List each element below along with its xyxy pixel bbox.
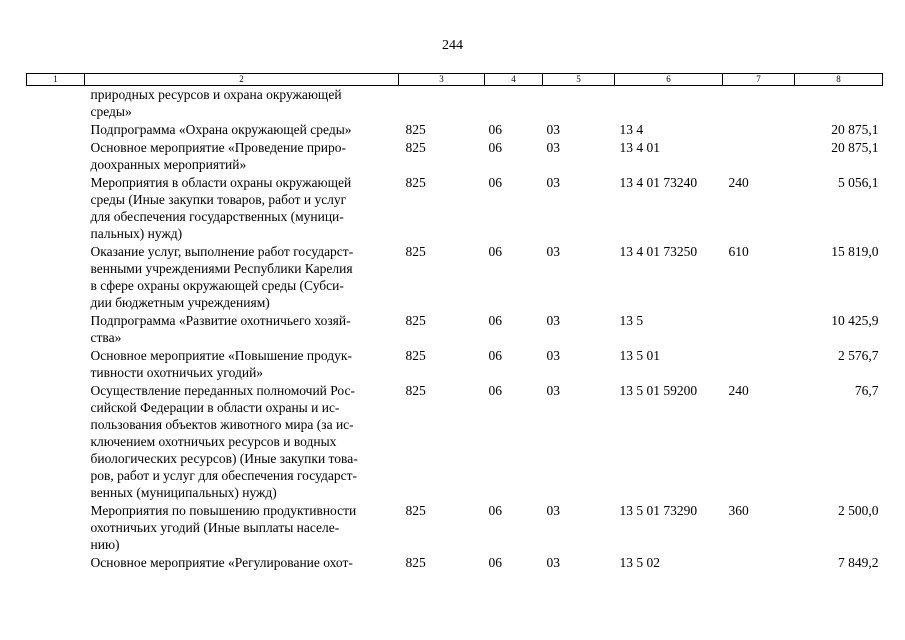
ministry-code: 825 [405, 503, 426, 518]
row-spacer [27, 347, 85, 382]
section-code: 06 [488, 175, 502, 190]
item-name: Мероприятия в области охраны окружающей среды (Иные закупки товаров, работ и услуг для обеспечения государственных (муници- пальных) нужд) [90, 175, 352, 241]
section-code: 06 [488, 122, 502, 137]
column-number-8: 8 [795, 74, 883, 86]
row-spacer [27, 502, 85, 554]
target-article-code: 13 5 01 [619, 348, 660, 363]
row-spacer [27, 554, 85, 572]
section-code: 06 [488, 503, 502, 518]
column-number-row [27, 74, 883, 86]
column-number-5: 5 [543, 74, 615, 86]
section-code: 06 [488, 244, 502, 259]
row-spacer [27, 382, 85, 502]
subsection-code: 03 [546, 348, 560, 363]
section-code: 06 [488, 348, 502, 363]
ministry-code: 825 [405, 122, 426, 137]
column-number-1: 1 [27, 74, 85, 86]
row-spacer [27, 139, 85, 174]
expense-type-code [723, 347, 795, 382]
subsection-code: 03 [546, 140, 560, 155]
section-code: 06 [488, 140, 502, 155]
subsection-code: 03 [546, 175, 560, 190]
target-article-code: 13 5 [619, 313, 644, 328]
row-spacer [27, 174, 85, 243]
amount: 20 875,1 [831, 140, 879, 155]
target-article-code: 13 4 01 73240 [619, 175, 698, 190]
item-name: природных ресурсов и охрана окружающей среды» [90, 87, 342, 119]
item-name: Осуществление переданных полномочий Рос- сийской Федерации в области охраны и ис- пользования объектов животного мира (за ис- ключением охотничьих ресурсов и водных биологических ресурсов) (Иные закупки това- ров, работ и услуг для обеспечения государст- венных (муниципальных) нужд) [90, 383, 358, 500]
target-article-code: 13 4 01 [619, 140, 660, 155]
item-name: Мероприятия по повышению продуктивности охотничьих угодий (Иные выплаты населе- нию) [90, 503, 357, 552]
ministry-code: 825 [405, 383, 426, 398]
table-row [27, 86, 883, 122]
subsection-code: 03 [546, 122, 560, 137]
subsection-code: 03 [546, 503, 560, 518]
amount: 10 425,9 [831, 313, 879, 328]
expense-type-code: 360 [728, 503, 749, 518]
column-number-3: 3 [399, 74, 485, 86]
column-number-4: 4 [485, 74, 543, 86]
target-article-code: 13 4 [619, 122, 644, 137]
subsection-code: 03 [546, 383, 560, 398]
amount [795, 86, 883, 122]
ministry-code: 825 [405, 555, 426, 570]
table-row [27, 243, 883, 312]
item-name: Основное мероприятие «Регулирование охот- [90, 555, 353, 570]
table-row [27, 312, 883, 347]
item-name: Основное мероприятие «Проведение приро- доохранных мероприятий» [90, 140, 347, 172]
expense-type-code: 240 [728, 175, 749, 190]
table-row [27, 347, 883, 382]
row-spacer [27, 86, 85, 122]
target-article-code: 13 4 01 73250 [619, 244, 698, 259]
amount: 7 849,2 [838, 555, 879, 570]
item-name: Оказание услуг, выполнение работ государст- венными учреждениями Республики Карелия в сфере охраны окружающей среды (Субси- дии бюджетным учреждениям) [90, 244, 354, 310]
subsection-code: 03 [546, 244, 560, 259]
column-number-2: 2 [85, 74, 399, 86]
row-spacer [27, 121, 85, 139]
table-row [27, 139, 883, 174]
ministry-code: 825 [405, 313, 426, 328]
item-name: Подпрограмма «Охрана окружающей среды» [90, 122, 352, 137]
section-code: 06 [488, 313, 502, 328]
section-code: 06 [488, 555, 502, 570]
amount: 76,7 [854, 383, 879, 398]
amount: 15 819,0 [831, 244, 879, 259]
expense-type-code [723, 121, 795, 139]
table-body [27, 86, 883, 573]
subsection-code: 03 [546, 313, 560, 328]
item-name: Подпрограмма «Развитие охотничьего хозяй- ства» [90, 313, 351, 345]
ministry-code: 825 [405, 244, 426, 259]
expense-type-code [723, 312, 795, 347]
ministry-code: 825 [405, 140, 426, 155]
target-article-code: 13 5 01 59200 [619, 383, 698, 398]
table-row [27, 382, 883, 502]
expense-type-code: 610 [728, 244, 749, 259]
ministry-code: 825 [405, 175, 426, 190]
table-row [27, 121, 883, 139]
target-article-code: 13 5 01 73290 [619, 503, 698, 518]
subsection-code: 03 [546, 555, 560, 570]
column-number-7: 7 [723, 74, 795, 86]
table-row [27, 554, 883, 572]
target-article-code [615, 86, 723, 122]
section-code [485, 86, 543, 122]
budget-table [26, 73, 883, 572]
row-spacer [27, 312, 85, 347]
row-spacer [27, 243, 85, 312]
ministry-code [399, 86, 485, 122]
amount: 2 500,0 [838, 503, 879, 518]
expense-type-code [723, 139, 795, 174]
column-number-6: 6 [615, 74, 723, 86]
page-number: 244 [442, 38, 463, 53]
item-name: Основное мероприятие «Повышение продук- тивности охотничьих угодий» [90, 348, 352, 380]
subsection-code [543, 86, 615, 122]
target-article-code: 13 5 02 [619, 555, 660, 570]
table-row [27, 174, 883, 243]
ministry-code: 825 [405, 348, 426, 363]
amount: 5 056,1 [838, 175, 879, 190]
section-code: 06 [488, 383, 502, 398]
expense-type-code [723, 86, 795, 122]
expense-type-code [723, 554, 795, 572]
expense-type-code: 240 [728, 383, 749, 398]
amount: 20 875,1 [831, 122, 879, 137]
table-row [27, 502, 883, 554]
amount: 2 576,7 [838, 348, 879, 363]
